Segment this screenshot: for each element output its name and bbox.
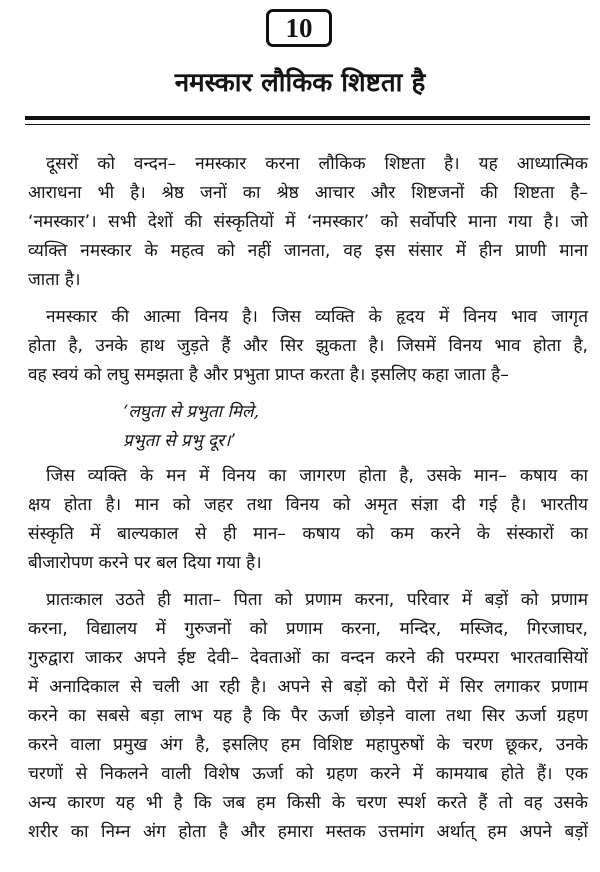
text-line: गुरुद्वारा जाकर अपने ईष्ट देवी– देवताओं का वन्दन करने की परम्परा भारतवासियों — [28, 648, 588, 668]
chapter-title: नमस्कार लौकिक शिष्टता है — [174, 68, 426, 98]
text-line: संस्कृति में बाल्यकाल से ही मान– कषाय को कम करने के संस्कारों का — [28, 524, 588, 544]
text-line: चरणों से निकलने वाली विशेष ऊर्जा को ग्रहण करने में कामयाब होते हैं। एक — [28, 764, 588, 784]
paragraph — [28, 150, 588, 295]
text-line: ‘नमस्कार’। सभी देशों की संस्कृतियों में ‘नमस्कार’ को सर्वोपरि माना गया है। जो — [28, 212, 588, 232]
text-line: करने वाला प्रमुख अंग है, इसलिए हम विशिष्ट महापुरुषों के चरण छूकर, उनके — [28, 735, 588, 755]
text-line: दूसरों को वन्दन– नमस्कार करना लौकिक शिष्टता है। यह आध्यात्मिक — [46, 154, 588, 174]
title-rule-thick — [25, 116, 590, 120]
text-line: जाता है। — [28, 270, 81, 290]
chapter-number-box — [266, 9, 332, 47]
text-line: करना, विद्यालय में गुरुजनों को प्रणाम करना, मन्दिर, मस्जिद, गिरजाघर, — [28, 619, 588, 639]
text-line: क्षय होता है। मान को जहर तथा विनय को अमृत संज्ञा दी गई है। भारतीय — [28, 495, 588, 515]
text-line: प्रातःकाल उठते ही माता– पिता को प्रणाम करना, परिवार में बड़ों को प्रणाम — [46, 590, 588, 610]
text-line: नमस्कार की आत्मा विनय है। जिस व्यक्ति के हृदय में विनय भाव जागृत — [46, 307, 588, 327]
text-line: शरीर का निम्न अंग होता है और हमारा मस्तक उत्तमांग अर्थात् हम अपने बड़ों — [28, 822, 588, 842]
chapter-number: 10 — [285, 12, 313, 43]
body-text — [28, 150, 588, 855]
text-line: व्यक्ति नमस्कार के महत्व को नहीं जानता, वह इस संसार में हीन प्राणी माना — [28, 241, 588, 261]
text-line: बीजारोपण करने पर बल दिया गया है। — [28, 553, 262, 573]
text-line: वह स्वयं को लघु समझता है और प्रभुता प्राप्त करता है। इसलिए कहा जाता है– — [28, 365, 509, 385]
verse-line: प्रभुता से प्रभु दूर।’ — [123, 431, 236, 451]
paragraph — [28, 303, 588, 390]
paragraph — [28, 462, 588, 578]
text-line: अन्य कारण यह भी है कि जब हम किसी के चरण स्पर्श करते हैं तो वह उसके — [28, 793, 588, 813]
text-line: आराधना भी है। श्रेष्ठ जनों का श्रेष्ठ आचार और शिष्टजनों की शिष्टता है– — [28, 183, 588, 203]
text-line: होता है, उनके हाथ जुड़ते हैं और सिर झुकता है। जिसमें विनय भाव होता है, — [28, 336, 588, 356]
paragraph — [28, 586, 588, 847]
verse-line: ‘लघुता से प्रभुता मिले, — [123, 402, 259, 422]
verse-quote — [28, 398, 588, 456]
text-line: जिस व्यक्ति के मन में विनय का जागरण होता है, उसके मान– कषाय का — [46, 466, 588, 486]
text-line: में अनादिकाल से चली आ रही है। अपने से बड़ों को पैरों में सिर लगाकर प्रणाम — [28, 677, 588, 697]
title-rule-thin — [25, 124, 590, 125]
text-line: करने का सबसे बड़ा लाभ यह है कि पैर ऊर्जा छोड़ने वाला तथा सिर ऊर्जा ग्रहण — [28, 706, 588, 726]
